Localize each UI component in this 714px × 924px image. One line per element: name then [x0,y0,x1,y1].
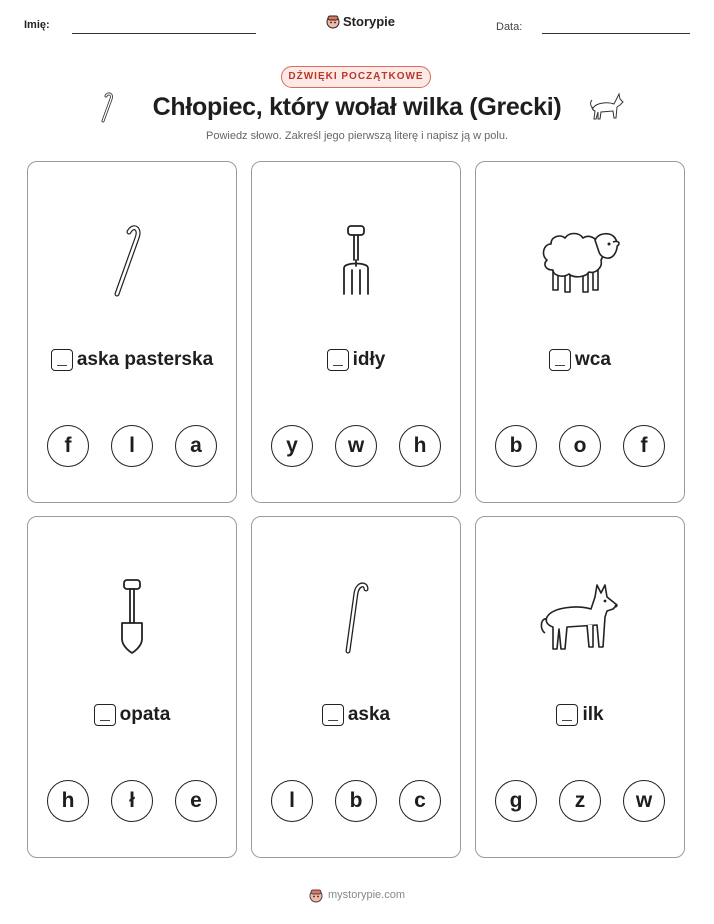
date-label: Data: [496,21,523,33]
word-fragment: aska pasterska [76,349,214,370]
letter-choice[interactable]: a [175,425,217,467]
word-fragment: aska [347,704,391,725]
wolf-icon [537,577,623,657]
footer [0,887,714,903]
letter-choice[interactable]: l [111,425,153,467]
pitchfork-icon [336,222,376,302]
card-picture [28,212,236,312]
word-line [252,704,460,726]
letter-choices [252,780,460,822]
letter-choice[interactable]: e [175,780,217,822]
word-line [28,704,236,726]
letter-choices [28,780,236,822]
letter-choice[interactable]: ł [111,780,153,822]
answer-box[interactable] [327,349,349,371]
word-fragment: ilk [582,704,604,725]
letter-choice[interactable]: z [559,780,601,822]
word-card [475,516,685,858]
letter-choices [252,425,460,467]
wolf-title-icon [589,90,625,124]
letter-choices [476,780,684,822]
walking-stick-icon [336,577,376,657]
name-line[interactable] [72,33,256,34]
word-card [27,516,237,858]
brand-name: Storypie [343,13,396,29]
card-picture [476,212,684,312]
footer-url[interactable]: mystorypie.com [327,889,406,901]
word-card [251,161,461,503]
letter-choice[interactable]: h [47,780,89,822]
pie-mascot-icon [326,13,340,29]
card-picture [28,567,236,667]
card-picture [252,212,460,312]
letter-choices [28,425,236,467]
answer-box[interactable] [322,704,344,726]
card-picture [252,567,460,667]
letter-choice[interactable]: b [335,780,377,822]
word-line [476,704,684,726]
answer-box[interactable] [556,704,578,726]
letter-choice[interactable]: y [271,425,313,467]
letter-choice[interactable]: b [495,425,537,467]
answer-box[interactable] [549,349,571,371]
topic-badge: DŹWIĘKI POCZĄTKOWE [281,66,431,88]
shepherds-crook-icon [107,222,157,302]
letter-choice[interactable]: g [495,780,537,822]
word-fragment: opata [119,704,171,725]
page-title: Chłopiec, który wołał wilka (Grecki) [152,93,562,121]
brand-logo [326,13,395,29]
instructions: Powiedz słowo. Zakreśl jego pierwszą literę i napisz ją w polu. [205,130,509,142]
date-line[interactable] [542,33,690,34]
word-fragment: wca [575,349,611,370]
letter-choice[interactable]: f [623,425,665,467]
word-card [251,516,461,858]
shovel-icon [112,577,152,657]
letter-choice[interactable]: w [335,425,377,467]
letter-choice[interactable]: c [399,780,441,822]
word-line [28,349,236,371]
letter-choice[interactable]: w [623,780,665,822]
word-line [252,349,460,371]
answer-box[interactable] [94,704,116,726]
card-picture [476,567,684,667]
letter-choice[interactable]: h [399,425,441,467]
letter-choice[interactable]: l [271,780,313,822]
answer-box[interactable] [51,349,73,371]
word-card [27,161,237,503]
pie-mascot-icon [309,887,323,903]
word-fragment: idły [352,349,386,370]
word-card [475,161,685,503]
word-line [476,349,684,371]
letter-choice[interactable]: o [559,425,601,467]
name-label: Imię: [24,19,50,31]
letter-choice[interactable]: f [47,425,89,467]
sheep-icon [537,226,623,298]
letter-choices [476,425,684,467]
